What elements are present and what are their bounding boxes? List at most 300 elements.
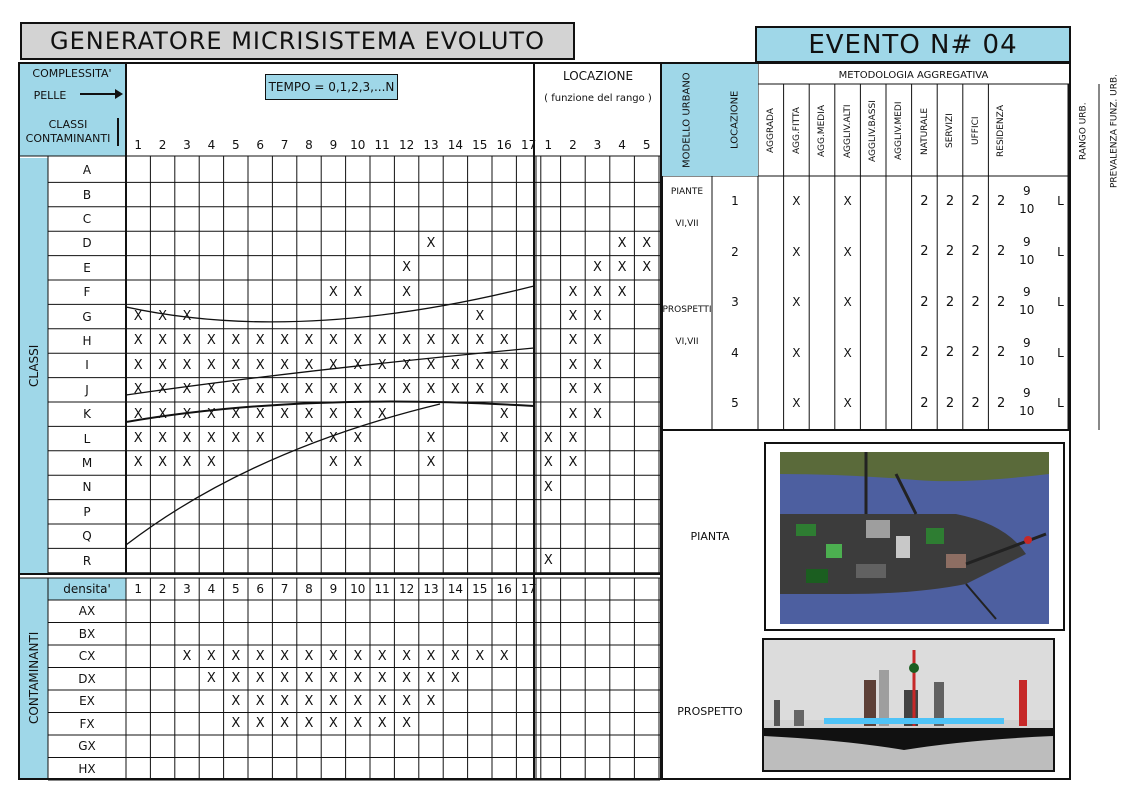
loc-mark-N-1: X [543,479,553,495]
class-mark-M-10: X [353,455,363,471]
class-mark-H-4: X [206,333,216,349]
pelle-label: PELLE [33,88,67,102]
class-mark-J-10: X [353,382,363,398]
class-mark-J-7: X [280,382,290,398]
contam-mark-DX-6: X [255,671,265,687]
contaminanti-label: CONTAMINANTI [27,631,41,725]
contam-mark-CX-9: X [328,648,338,664]
class-mark-I-16: X [499,357,509,373]
contam-mark-FX-12: X [402,716,412,732]
class-mark-I-6: X [255,357,265,373]
class-row-label-B: B [82,187,92,202]
right-alti-3: X [843,295,852,310]
class-mark-J-12: X [402,382,412,398]
densita-label: densita' [63,582,111,596]
loc-mark-M-1: X [543,455,553,471]
class-mark-F-9: X [328,284,338,300]
class-mark-L-13: X [426,431,436,447]
contam-mark-CX-12: X [402,648,412,664]
right-rango-bot-4: 10 [1019,353,1035,368]
metodo-col-9: RESIDENZA [996,105,1007,157]
contam-mark-FX-11: X [377,716,387,732]
class-mark-G-1: X [133,309,143,325]
time-col-1: 1 [134,138,143,152]
class-mark-I-11: X [377,357,387,373]
class-mark-J-2: X [158,382,168,398]
time-col-4: 4 [207,138,216,152]
loc-mark-E-4: X [617,260,627,276]
class-row-label-R: R [82,553,92,568]
right-nat-4: 2 [920,345,929,361]
locazione-col-label: LOCAZIONE [729,90,741,150]
contam-row-label-GX: GX [78,739,96,754]
densita-col-17: 17 [520,582,537,596]
class-mark-I-15: X [475,357,485,373]
contam-mark-FX-10: X [353,716,363,732]
class-mark-G-15: X [475,309,485,325]
contam-mark-FX-8: X [304,716,314,732]
contam-mark-CX-3: X [182,648,192,664]
arrow-right-head-icon [115,89,123,99]
metodo-col-6: NATURALE [919,107,930,155]
class-row-label-P: P [83,504,91,519]
class-mark-K-10: X [353,406,363,422]
event-title: EVENTO N# 04 [755,26,1071,63]
class-row-label-M: M [81,455,93,470]
class-row-label-N: N [82,480,92,495]
contam-mark-CX-5: X [231,648,241,664]
loc-mark-I-3: X [593,357,602,373]
loc-mark-J-2: X [568,382,578,398]
right-res-4: 2 [997,345,1006,361]
class-mark-F-12: X [402,284,412,300]
right-uff-5: 2 [971,395,980,411]
metodo-col-7: SERVIZI [944,113,955,149]
right-res-3: 2 [997,294,1006,310]
metodo-col-5: AGGLIV.MEDI [893,101,904,161]
loc-mark-J-3: X [593,382,602,398]
contam-mark-FX-7: X [280,716,290,732]
right-prev-4: L [1057,345,1064,360]
densita-col-16: 16 [496,582,512,596]
class-mark-K-7: X [280,406,290,422]
classi-label: CLASSI [27,344,41,388]
right-rango-bot-3: 10 [1019,303,1035,317]
loc-col-5: 5 [642,138,651,152]
contam-mark-CX-8: X [304,648,314,664]
metodo-col-0: AGGRADA [765,108,776,154]
right-rango-top-5: 9 [1022,386,1031,400]
class-mark-J-4: X [206,382,216,398]
right-nat-3: 2 [920,294,929,310]
time-col-14: 14 [447,138,464,152]
loc-col-1: 1 [544,138,553,152]
class-mark-K-6: X [255,406,265,422]
class-mark-J-9: X [328,382,338,398]
contam-mark-EX-11: X [377,693,387,709]
class-mark-J-15: X [475,382,485,398]
city-elevation-icon [764,640,1053,770]
class-mark-K-8: X [304,406,314,422]
contam-mark-CX-11: X [377,648,387,664]
loc-mark-R-1: X [543,553,553,569]
right-uff-4: 2 [971,345,980,361]
class-mark-I-7: X [280,357,290,373]
contam-row-label-EX: EX [79,694,95,709]
densita-col-6: 6 [256,582,265,596]
metodo-col-3: AGGLIV.ALTI [842,104,853,158]
class-mark-L-8: X [304,431,314,447]
locazione-title: LOCAZIONE [562,69,634,83]
right-rango-bot-5: 10 [1019,404,1035,418]
contam-mark-FX-9: X [328,716,338,732]
right-rango-top-2: 9 [1022,234,1031,249]
right-rango-top-1: 9 [1022,184,1031,198]
class-mark-J-13: X [426,382,436,398]
class-mark-J-11: X [377,382,387,398]
contam-mark-DX-12: X [402,671,412,687]
right-alti-2: X [843,244,852,259]
class-mark-I-4: X [206,357,216,373]
contam-mark-EX-9: X [328,693,338,709]
loc-mark-I-2: X [568,357,578,373]
time-col-16: 16 [496,138,512,152]
right-res-5: 2 [997,395,1006,411]
time-col-15: 15 [472,138,488,152]
loc-mark-H-3: X [593,333,602,349]
metodo-col-1: AGG.FITTA [791,107,802,155]
class-row-label-L: L [83,431,91,446]
class-row-label-D: D [82,236,92,251]
right-rango-top-4: 9 [1022,335,1031,350]
contam-row-label-BX: BX [78,626,96,641]
metodo-col-8: UFFICI [970,116,981,146]
time-col-6: 6 [256,138,265,152]
city-plan-icon [766,444,1063,629]
class-mark-H-9: X [328,333,338,349]
time-col-10: 10 [350,138,366,152]
class-row-label-K: K [83,407,91,422]
right-alti-1: X [843,194,852,209]
class-mark-M-1: X [133,455,143,471]
class-mark-I-8: X [304,357,314,373]
densita-col-9: 9 [329,582,338,596]
class-mark-I-3: X [182,357,192,373]
class-mark-I-2: X [158,357,168,373]
right-serv-4: 2 [945,345,955,361]
contam-mark-CX-7: X [280,648,290,664]
contam-row-label-DX: DX [78,671,96,686]
right-loc-4: 4 [731,345,739,360]
class-mark-L-10: X [353,431,363,447]
contam-mark-CX-4: X [206,648,216,664]
class-mark-H-7: X [280,333,290,349]
class-mark-K-1: X [133,406,143,422]
arrow-right-icon [80,93,118,95]
class-mark-H-1: X [133,333,143,349]
right-res-1: 2 [997,193,1006,209]
class-mark-H-13: X [426,333,436,349]
right-nat-5: 2 [920,395,929,411]
loc-col-3: 3 [593,138,602,152]
class-mark-L-4: X [206,431,216,447]
time-col-8: 8 [305,138,313,152]
densita-col-11: 11 [374,582,390,596]
contam-mark-CX-10: X [353,648,363,664]
page-title: GENERATORE MICRISISTEMA EVOLUTO [20,22,575,60]
time-col-12: 12 [398,138,415,152]
right-prev-5: L [1057,396,1064,411]
class-mark-M-13: X [426,455,436,471]
time-col-3: 3 [183,138,191,152]
contam-mark-FX-5: X [231,716,241,732]
class-mark-K-5: X [231,406,241,422]
class-mark-J-3: X [182,382,192,398]
class-mark-K-3: X [182,406,192,422]
right-fitta-1: X [792,194,801,209]
contam-mark-DX-10: X [353,671,363,687]
contam-mark-DX-5: X [231,671,241,687]
densita-col-15: 15 [472,582,488,596]
contam-row-label-AX: AX [78,604,96,619]
loc-mark-K-3: X [593,406,602,422]
right-fitta-3: X [792,295,801,310]
class-mark-H-5: X [231,333,241,349]
contam-mark-EX-5: X [231,693,241,709]
right-prev-1: L [1057,194,1064,209]
metodologia-label: METODOLOGIA AGGREGATIVA [838,69,989,81]
class-mark-M-3: X [182,455,192,471]
densita-col-1: 1 [134,582,143,596]
time-col-13: 13 [423,138,439,152]
metodo-col-10: RANGO URB. [1078,102,1089,160]
right-loc-2: 2 [731,244,739,259]
right-fitta-5: X [792,396,801,411]
right-uff-3: 2 [971,294,980,310]
loc-mark-H-2: X [568,333,578,349]
class-mark-J-16: X [499,382,509,398]
densita-col-4: 4 [207,582,216,596]
contam-mark-DX-11: X [377,671,387,687]
model-group-sub-0: VI,VII [675,219,699,229]
loc-col-4: 4 [618,138,626,152]
class-row-label-I: I [85,358,89,373]
contam-mark-EX-13: X [426,693,436,709]
class-mark-L-2: X [158,431,168,447]
loc-mark-G-3: X [593,309,602,325]
right-alti-4: X [843,345,852,360]
loc-mark-M-2: X [568,455,578,471]
right-fitta-4: X [792,345,801,360]
class-mark-H-15: X [475,333,485,349]
loc-col-2: 2 [569,138,577,152]
class-mark-K-9: X [328,406,338,422]
loc-mark-E-3: X [593,260,602,276]
class-mark-K-16: X [499,406,509,422]
contam-mark-DX-4: X [206,671,216,687]
class-mark-H-12: X [402,333,412,349]
contam-mark-EX-12: X [402,693,412,709]
densita-col-13: 13 [423,582,439,596]
contam-mark-FX-6: X [255,716,265,732]
class-mark-E-12: X [402,260,412,276]
contam-mark-EX-10: X [353,693,363,709]
class-mark-L-6: X [255,431,265,447]
class-mark-H-16: X [499,333,509,349]
right-rango-top-3: 9 [1022,285,1031,299]
class-mark-L-3: X [182,431,192,447]
complessita-label: COMPLESSITA' [32,66,112,80]
class-mark-L-9: X [328,431,338,447]
class-mark-H-11: X [377,333,387,349]
class-mark-H-6: X [255,333,265,349]
class-mark-J-5: X [231,382,241,398]
contam-mark-CX-14: X [450,648,460,664]
right-res-2: 2 [997,244,1006,260]
right-serv-5: 2 [945,395,955,411]
class-row-label-A: A [82,163,92,178]
right-serv-3: 2 [945,294,955,310]
arrow-down-icon [117,118,119,146]
class-mark-M-2: X [158,455,168,471]
contam-mark-EX-7: X [280,693,290,709]
right-loc-3: 3 [731,295,739,310]
pianta-image [764,442,1065,631]
class-mark-K-2: X [158,406,168,422]
class-mark-H-10: X [353,333,363,349]
contam-mark-DX-7: X [280,671,290,687]
class-row-label-C: C [82,211,92,226]
class-mark-I-10: X [353,357,363,373]
densita-col-2: 2 [158,582,167,596]
right-nat-2: 2 [920,244,929,260]
time-col-9: 9 [329,138,338,152]
right-serv-2: 2 [945,244,955,260]
time-col-2: 2 [158,138,167,152]
class-mark-M-4: X [206,455,216,471]
right-uff-1: 2 [971,193,980,209]
modello-urbano-label: MODELLO URBANO [681,72,693,168]
class-mark-H-3: X [182,333,192,349]
loc-mark-F-2: X [568,284,578,300]
densita-col-14: 14 [447,582,464,596]
densita-col-12: 12 [398,582,415,596]
densita-col-7: 7 [280,582,289,596]
locazione-subtitle: ( funzione del rango ) [544,92,652,104]
prospetto-image [762,638,1055,772]
contam-mark-EX-8: X [304,693,314,709]
tempo-label: TEMPO = 0,1,2,3,...N [265,74,398,100]
model-group-1: PROSPETTI [662,305,712,315]
right-fitta-2: X [792,244,801,259]
class-mark-G-2: X [158,309,168,325]
time-col-5: 5 [231,138,240,152]
right-prev-3: L [1057,295,1064,310]
right-serv-1: 2 [945,193,955,209]
class-row-label-G: G [82,309,92,324]
contam-mark-CX-15: X [475,648,485,664]
time-col-17: 17 [520,138,537,152]
contam-row-label-FX: FX [79,716,95,731]
metodo-col-4: AGGLIV.BASSI [868,100,879,162]
class-mark-I-9: X [328,357,338,373]
metodo-col-2: AGG.MEDIA [816,105,827,158]
right-loc-5: 5 [731,396,739,411]
right-rango-bot-1: 10 [1019,202,1035,216]
right-alti-5: X [843,396,852,411]
class-mark-J-6: X [255,382,265,398]
class-row-label-Q: Q [82,529,92,544]
class-mark-D-13: X [426,235,436,251]
class-mark-J-8: X [304,382,314,398]
time-col-7: 7 [280,138,289,152]
time-col-11: 11 [374,138,390,152]
loc-mark-E-5: X [642,260,652,276]
class-row-label-H: H [82,333,92,348]
loc-mark-D-5: X [642,235,652,251]
class-mark-H-2: X [158,333,168,349]
densita-col-5: 5 [231,582,240,596]
contam-mark-CX-16: X [499,648,509,664]
loc-mark-D-4: X [617,235,627,251]
right-prev-2: L [1057,244,1064,259]
contam-mark-DX-8: X [304,671,314,687]
class-mark-I-14: X [450,357,460,373]
contam-mark-DX-14: X [450,671,460,687]
model-group-sub-1: VI,VII [675,337,699,347]
class-mark-I-1: X [133,357,143,373]
right-uff-2: 2 [971,244,980,260]
metodo-col-11: PREVALENZA FUNZ. URB. [1109,74,1120,188]
class-mark-L-5: X [231,431,241,447]
class-mark-J-1: X [133,382,143,398]
class-mark-K-11: X [377,406,387,422]
prospetto-label: PROSPETTO [677,704,743,718]
loc-mark-L-2: X [568,431,578,447]
loc-mark-F-3: X [593,284,602,300]
loc-mark-G-2: X [568,309,578,325]
contam-mark-CX-13: X [426,648,436,664]
class-row-label-E: E [83,260,91,275]
densita-col-3: 3 [183,582,191,596]
model-group-0: PIANTE [670,187,704,197]
classi-contaminanti-label: CLASSI CONTAMINANTI [25,117,111,145]
contam-mark-EX-6: X [255,693,265,709]
class-mark-L-16: X [499,431,509,447]
densita-col-8: 8 [305,582,313,596]
class-mark-I-5: X [231,357,241,373]
loc-mark-K-2: X [568,406,578,422]
contam-row-label-HX: HX [78,761,96,776]
class-mark-I-12: X [402,357,412,373]
class-mark-H-8: X [304,333,314,349]
class-mark-I-13: X [426,357,436,373]
class-mark-H-14: X [450,333,460,349]
densita-col-10: 10 [350,582,366,596]
class-mark-K-4: X [206,406,216,422]
loc-mark-L-1: X [543,431,553,447]
contam-mark-CX-6: X [255,648,265,664]
class-row-label-F: F [83,285,91,300]
class-mark-G-3: X [182,309,192,325]
contam-row-label-CX: CX [78,649,96,664]
class-mark-J-14: X [450,382,460,398]
loc-mark-F-4: X [617,284,627,300]
class-mark-M-9: X [328,455,338,471]
class-mark-F-10: X [353,284,363,300]
right-loc-1: 1 [731,194,739,209]
contam-mark-DX-13: X [426,671,436,687]
